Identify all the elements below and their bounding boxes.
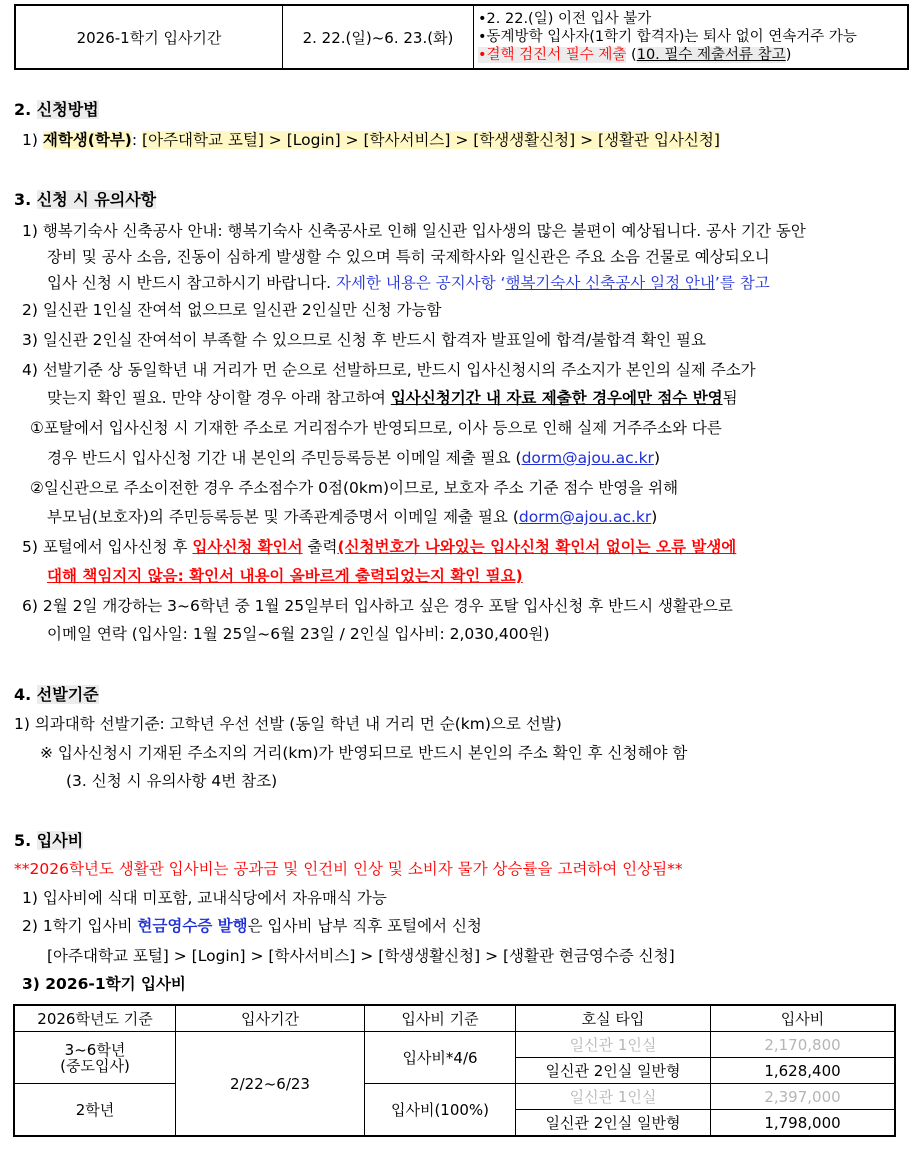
- s4-note-2: (3. 신청 시 유의사항 4번 참조): [66, 772, 278, 790]
- group-2-basis: 입사비(100%): [365, 1084, 516, 1137]
- notice-link[interactable]: 행복기숙사 신축공사 일정 안내: [505, 274, 715, 292]
- s5-notice: **2026학년도 생활관 입사비는 공과금 및 인건비 인상 및 소비자 물가 상승률을 고려하여 인상됨**: [14, 860, 683, 878]
- table-row: [14, 1084, 895, 1110]
- fee-table: [13, 1004, 896, 1137]
- header-cell: 입사비: [711, 1005, 896, 1032]
- portal-path: [아주대학교 포털] > [Login] > [학사서비스] > [학생생활신청] > [생활관 입사신청]: [142, 131, 720, 149]
- period-notes: [474, 5, 909, 69]
- room-fee: 2,170,800: [711, 1032, 896, 1058]
- table-row: [14, 1032, 895, 1058]
- fee-table-header: [14, 1005, 895, 1032]
- s5-item-2-path: [아주대학교 포털] > [Login] > [학사서비스] > [학생생활신청] > [생활관 현금영수증 신청]: [47, 947, 675, 965]
- section-2-item-1: 1) 재학생(학부): [아주대학교 포털] > [Login] > [학사서비스] > [학생생활신청] > [생활관 입사신청]: [22, 131, 720, 149]
- period-dates: 2. 22.(일)~6. 23.(화): [283, 5, 474, 69]
- header-cell: 2026학년도 기준: [14, 1005, 176, 1032]
- header-cell: 입사비 기준: [365, 1005, 516, 1032]
- group-2-label: 2학년: [14, 1084, 176, 1137]
- s3-circle-1-line-1: ①포탈에서 입사신청 시 기재한 주소로 거리점수가 반영되므로, 이사 등으로 인해 실제 거주주소와 다른: [30, 419, 722, 437]
- section-2-title: 2. 신청방법: [14, 100, 99, 119]
- s3-circle-2-line-1: ②일신관으로 주소이전한 경우 주소점수가 0점(0km)이므로, 보호자 주소 기준 점수 반영을 위해: [30, 479, 679, 497]
- s3-item-6-line-2: 이메일 연락 (입사일: 1월 25일~6월 23일 / 2인실 입사비: 2,030,400원): [47, 625, 550, 643]
- s3-item-4-line-1: 4) 선발기준 상 동일학년 내 거리가 먼 순으로 선발하므로, 반드시 입사신청시의 주소지가 본인의 실제 주소가: [22, 361, 756, 379]
- student-label: 재학생(학부): [42, 131, 132, 149]
- room-type: 일신관 1인실: [516, 1032, 711, 1058]
- email-link-2[interactable]: dorm@ajou.ac.kr: [518, 508, 652, 526]
- header-cell: 호실 타입: [516, 1005, 711, 1032]
- s3-item-1-line-2: 장비 및 공사 소음, 진동이 심하게 발생할 수 있으며 특히 국제학사와 일신관은 주요 소음 건물로 예상되오니: [47, 248, 770, 266]
- period-cell: 2/22~6/23: [176, 1032, 365, 1137]
- s3-circle-1-line-2: 경우 반드시 입사신청 기간 내 본인의 주민등록등본 이메일 제출 필요 (dorm@ajou.ac.kr): [47, 449, 660, 467]
- period-table: [14, 4, 909, 70]
- period-label: 2026-1학기 입사기간: [15, 5, 283, 69]
- s3-item-6-line-1: 6) 2월 2일 개강하는 3~6학년 중 1월 25일부터 입사하고 싶은 경우 포탈 입사신청 후 반드시 생활관으로: [22, 597, 733, 615]
- s5-item-3: 3) 2026-1학기 입사비: [22, 975, 186, 993]
- room-fee: 2,397,000: [711, 1084, 896, 1110]
- s3-item-3: 3) 일신관 2인실 잔여석이 부족할 수 있으므로 신청 후 반드시 합격자 발표일에 합격/불합격 확인 필요: [22, 331, 706, 349]
- note-2: •동계방학 입사자(1학기 합격자)는 퇴사 없이 연속거주 가능: [478, 29, 857, 45]
- group-1-label: 3~6학년 (중도입사): [14, 1032, 176, 1084]
- room-fee: 1,798,000: [711, 1110, 896, 1137]
- room-type: 일신관 2인실 일반형: [516, 1058, 711, 1084]
- note-1: •2. 22.(일) 이전 입사 불가: [478, 11, 652, 27]
- s5-item-1: 1) 입사비에 식대 미포함, 교내식당에서 자유매식 가능: [22, 889, 387, 907]
- section-4-title: 4. 선발기준: [14, 685, 99, 704]
- note-3-red: •결핵 검진서 필수 제출: [478, 47, 627, 63]
- section-3-title: 3. 신청 시 유의사항: [14, 190, 157, 209]
- note-3-ref: 10. 필수 제출서류 참고: [636, 47, 786, 63]
- s4-item-1: 1) 의과대학 선발기준: 고학년 우선 선발 (동일 학년 내 거리 먼 순(km)으로 선발): [14, 715, 562, 733]
- s5-item-2: 2) 1학기 입사비 현금영수증 발행은 입사비 납부 직후 포털에서 신청: [22, 917, 482, 935]
- s3-item-5-line-2: 대해 책임지지 않음: 확인서 내용이 올바르게 출력되었는지 확인 필요): [47, 567, 523, 585]
- room-fee: 1,628,400: [711, 1058, 896, 1084]
- header-cell: 입사기간: [176, 1005, 365, 1032]
- s3-item-5-line-1: 5) 포털에서 입사신청 후 입사신청 확인서 출력(신청번호가 나와있는 입사신청 확인서 없이는 오류 발생에: [22, 538, 737, 556]
- email-link-1[interactable]: dorm@ajou.ac.kr: [521, 449, 654, 467]
- s3-item-2: 2) 일신관 1인실 잔여석 없으므로 일신관 2인실만 신청 가능함: [22, 301, 442, 319]
- s3-circle-2-line-2: 부모님(보호자)의 주민등록등본 및 가족관계증명서 이메일 제출 필요 (dorm@ajou.ac.kr): [47, 508, 658, 526]
- group-1-basis: 입사비*4/6: [365, 1032, 516, 1084]
- s3-item-1-line-3: 입사 신청 시 반드시 참고하시기 바랍니다. 자세한 내용은 공지사항 ‘행복기숙사 신축공사 일정 안내’를 참고: [47, 274, 770, 292]
- note-3: •결핵 검진서 필수 제출 (10. 필수 제출서류 참고): [478, 47, 792, 63]
- s4-note-1: ※ 입사신청시 기재된 주소지의 거리(km)가 반영되므로 반드시 본인의 주소 확인 후 신청해야 함: [40, 744, 688, 762]
- room-type: 일신관 1인실: [516, 1084, 711, 1110]
- s3-item-1-line-1: 1) 행복기숙사 신축공사 안내: 행복기숙사 신축공사로 인해 일신관 입사생의 많은 불편이 예상됩니다. 공사 기간 동안: [22, 222, 806, 240]
- s3-item-4-line-2: 맞는지 확인 필요. 만약 상이할 경우 아래 참고하여 입사신청기간 내 자료 제출한 경우에만 점수 반영됨: [47, 389, 738, 407]
- room-type: 일신관 2인실 일반형: [516, 1110, 711, 1137]
- section-5-title: 5. 입사비: [14, 831, 84, 850]
